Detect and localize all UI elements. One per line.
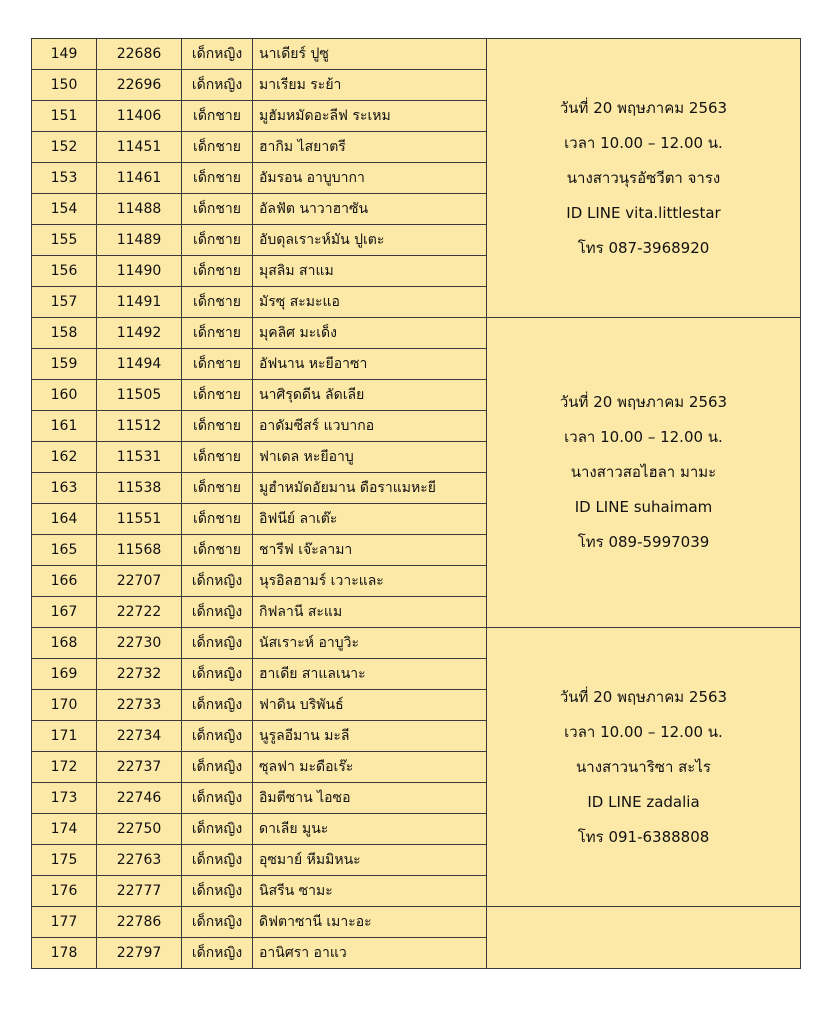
student-name: อับดุลเราะห์มัน ปูเตะ <box>253 225 487 256</box>
student-title: เด็กหญิง <box>182 752 253 783</box>
student-id: 11494 <box>97 349 182 380</box>
row-number: 177 <box>32 907 97 938</box>
contact-info-cell <box>487 318 801 628</box>
student-name: ซุลฟา มะดือเร๊ะ <box>253 752 487 783</box>
student-name: ฟาดิน บริพันธ์ <box>253 690 487 721</box>
student-title: เด็กชาย <box>182 380 253 411</box>
student-id: 22797 <box>97 938 182 969</box>
contact-line: ID LINE zadalia <box>587 792 700 811</box>
contact-phone: โทร 087-3968920 <box>577 238 710 257</box>
row-number: 155 <box>32 225 97 256</box>
student-name: อัฟนาน หะยีอาซา <box>253 349 487 380</box>
student-name: อาดัมซีสร์ แวบากอ <box>253 411 487 442</box>
student-name: ฟาเดล หะยีอาบู <box>253 442 487 473</box>
row-number: 158 <box>32 318 97 349</box>
table-body <box>32 39 801 969</box>
row-number: 169 <box>32 659 97 690</box>
student-id: 22734 <box>97 721 182 752</box>
student-name: มุสลิม สาแม <box>253 256 487 287</box>
student-id: 22707 <box>97 566 182 597</box>
contact-teacher: นางสาวสอไฮลา มามะ <box>570 463 717 481</box>
student-id: 22686 <box>97 39 182 70</box>
student-id: 11492 <box>97 318 182 349</box>
student-title: เด็กหญิง <box>182 597 253 628</box>
row-number: 152 <box>32 132 97 163</box>
student-title: เด็กหญิง <box>182 814 253 845</box>
student-id: 22733 <box>97 690 182 721</box>
row-number: 176 <box>32 876 97 907</box>
row-number: 159 <box>32 349 97 380</box>
student-name: นาเดียร์ ปูซู <box>253 39 487 70</box>
student-id: 11568 <box>97 535 182 566</box>
student-title: เด็กหญิง <box>182 845 253 876</box>
student-name: นาศิรุดดีน ลัดเลีย <box>253 380 487 411</box>
student-id: 11531 <box>97 442 182 473</box>
student-name: อุซมาย์ หีมมิหนะ <box>253 845 487 876</box>
student-id: 11491 <box>97 287 182 318</box>
student-id: 22732 <box>97 659 182 690</box>
student-name: นูรูลอีมาน มะลี <box>253 721 487 752</box>
student-name: นุรอิลฮามร์ เวาะและ <box>253 566 487 597</box>
row-number: 172 <box>32 752 97 783</box>
student-id: 22722 <box>97 597 182 628</box>
student-name: มูฮำหมัดอัยมาน ดือราแมหะยี <box>253 473 487 504</box>
row-number: 160 <box>32 380 97 411</box>
contact-teacher: นางสาวนาริซา สะไร <box>576 757 711 776</box>
row-number: 168 <box>32 628 97 659</box>
student-id: 22730 <box>97 628 182 659</box>
row-number: 167 <box>32 597 97 628</box>
student-id: 22777 <box>97 876 182 907</box>
student-title: เด็กชาย <box>182 194 253 225</box>
student-name: อิมตีซาน ไอซอ <box>253 783 487 814</box>
contact-line: ID LINE suhaimam <box>574 498 713 516</box>
student-id: 11551 <box>97 504 182 535</box>
student-id: 22763 <box>97 845 182 876</box>
contact-time: เวลา 10.00 – 12.00 น. <box>564 428 723 446</box>
student-title: เด็กหญิง <box>182 690 253 721</box>
contact-time: เวลา 10.00 – 12.00 น. <box>564 722 723 741</box>
row-number: 173 <box>32 783 97 814</box>
student-title: เด็กหญิง <box>182 70 253 101</box>
student-title: เด็กชาย <box>182 225 253 256</box>
student-name: ชารีฟ เจ๊ะลามา <box>253 535 487 566</box>
student-title: เด็กหญิง <box>182 907 253 938</box>
row-number: 170 <box>32 690 97 721</box>
student-title: เด็กชาย <box>182 442 253 473</box>
row-number: 175 <box>32 845 97 876</box>
student-title: เด็กชาย <box>182 473 253 504</box>
student-title: เด็กชาย <box>182 132 253 163</box>
row-number: 164 <box>32 504 97 535</box>
student-title: เด็กชาย <box>182 504 253 535</box>
student-name: มุคลิศ มะเด็ง <box>253 318 487 349</box>
student-id: 22746 <box>97 783 182 814</box>
student-id: 11538 <box>97 473 182 504</box>
student-title: เด็กชาย <box>182 101 253 132</box>
table-row <box>32 628 801 659</box>
student-name: มูฮัมหมัดอะลีฟ ระเหม <box>253 101 487 132</box>
student-name: อิฟนีย์ ลาเต๊ะ <box>253 504 487 535</box>
contact-line: ID LINE vita.littlestar <box>566 203 721 222</box>
row-number: 153 <box>32 163 97 194</box>
student-title: เด็กหญิง <box>182 628 253 659</box>
student-id: 22786 <box>97 907 182 938</box>
student-name: ดาเลีย มูนะ <box>253 814 487 845</box>
table-row <box>32 39 801 70</box>
contact-date: วันที่ 20 พฤษภาคม 2563 <box>559 687 728 706</box>
student-title: เด็กหญิง <box>182 783 253 814</box>
student-id: 11489 <box>97 225 182 256</box>
row-number: 156 <box>32 256 97 287</box>
contact-info-cell <box>487 39 801 318</box>
student-name: อัมรอน อาบูบากา <box>253 163 487 194</box>
student-name: อานิศรา อาแว <box>253 938 487 969</box>
contact-phone: โทร 091-6388808 <box>577 827 710 846</box>
row-number: 174 <box>32 814 97 845</box>
row-number: 171 <box>32 721 97 752</box>
row-number: 166 <box>32 566 97 597</box>
student-id: 11406 <box>97 101 182 132</box>
student-id: 22696 <box>97 70 182 101</box>
table-row <box>32 318 801 349</box>
student-name: ดิฟตาซานี เมาะอะ <box>253 907 487 938</box>
student-title: เด็กชาย <box>182 163 253 194</box>
row-number: 154 <box>32 194 97 225</box>
contact-phone: โทร 089-5997039 <box>577 533 710 551</box>
student-id: 11490 <box>97 256 182 287</box>
student-title: เด็กชาย <box>182 287 253 318</box>
row-number: 161 <box>32 411 97 442</box>
row-number: 150 <box>32 70 97 101</box>
student-name: นัสเราะห์ อาบูวิะ <box>253 628 487 659</box>
contact-time: เวลา 10.00 – 12.00 น. <box>564 133 723 152</box>
student-id: 11488 <box>97 194 182 225</box>
student-title: เด็กหญิง <box>182 39 253 70</box>
student-title: เด็กชาย <box>182 535 253 566</box>
student-title: เด็กหญิง <box>182 566 253 597</box>
contact-teacher: นางสาวนุรอัซวีตา จารง <box>566 168 721 187</box>
student-title: เด็กหญิง <box>182 938 253 969</box>
student-title: เด็กชาย <box>182 256 253 287</box>
student-title: เด็กหญิง <box>182 876 253 907</box>
student-title: เด็กชาย <box>182 411 253 442</box>
student-name: กิฟลานี สะแม <box>253 597 487 628</box>
student-id: 22750 <box>97 814 182 845</box>
student-title: เด็กชาย <box>182 318 253 349</box>
row-number: 165 <box>32 535 97 566</box>
student-id: 11461 <box>97 163 182 194</box>
student-schedule-table <box>31 38 801 969</box>
student-name: มาเรียม ระย้า <box>253 70 487 101</box>
table-row <box>32 907 801 938</box>
row-number: 162 <box>32 442 97 473</box>
student-title: เด็กชาย <box>182 349 253 380</box>
student-name: ฮากิม ไสยาตรี <box>253 132 487 163</box>
student-id: 11505 <box>97 380 182 411</box>
student-id: 22737 <box>97 752 182 783</box>
student-name: อัลฟัต นาวาฮาซัน <box>253 194 487 225</box>
student-id: 11512 <box>97 411 182 442</box>
contact-info-cell <box>487 907 801 969</box>
row-number: 149 <box>32 39 97 70</box>
row-number: 151 <box>32 101 97 132</box>
student-name: มัรซุ สะมะแอ <box>253 287 487 318</box>
contact-date: วันที่ 20 พฤษภาคม 2563 <box>559 98 728 117</box>
student-title: เด็กหญิง <box>182 659 253 690</box>
contact-date: วันที่ 20 พฤษภาคม 2563 <box>559 393 728 411</box>
row-number: 157 <box>32 287 97 318</box>
row-number: 178 <box>32 938 97 969</box>
contact-info-cell <box>487 628 801 907</box>
student-schedule-sheet <box>31 38 801 969</box>
student-name: ฮาเดีย สาแลเนาะ <box>253 659 487 690</box>
student-title: เด็กหญิง <box>182 721 253 752</box>
row-number: 163 <box>32 473 97 504</box>
student-name: นิสรีน ซามะ <box>253 876 487 907</box>
student-id: 11451 <box>97 132 182 163</box>
